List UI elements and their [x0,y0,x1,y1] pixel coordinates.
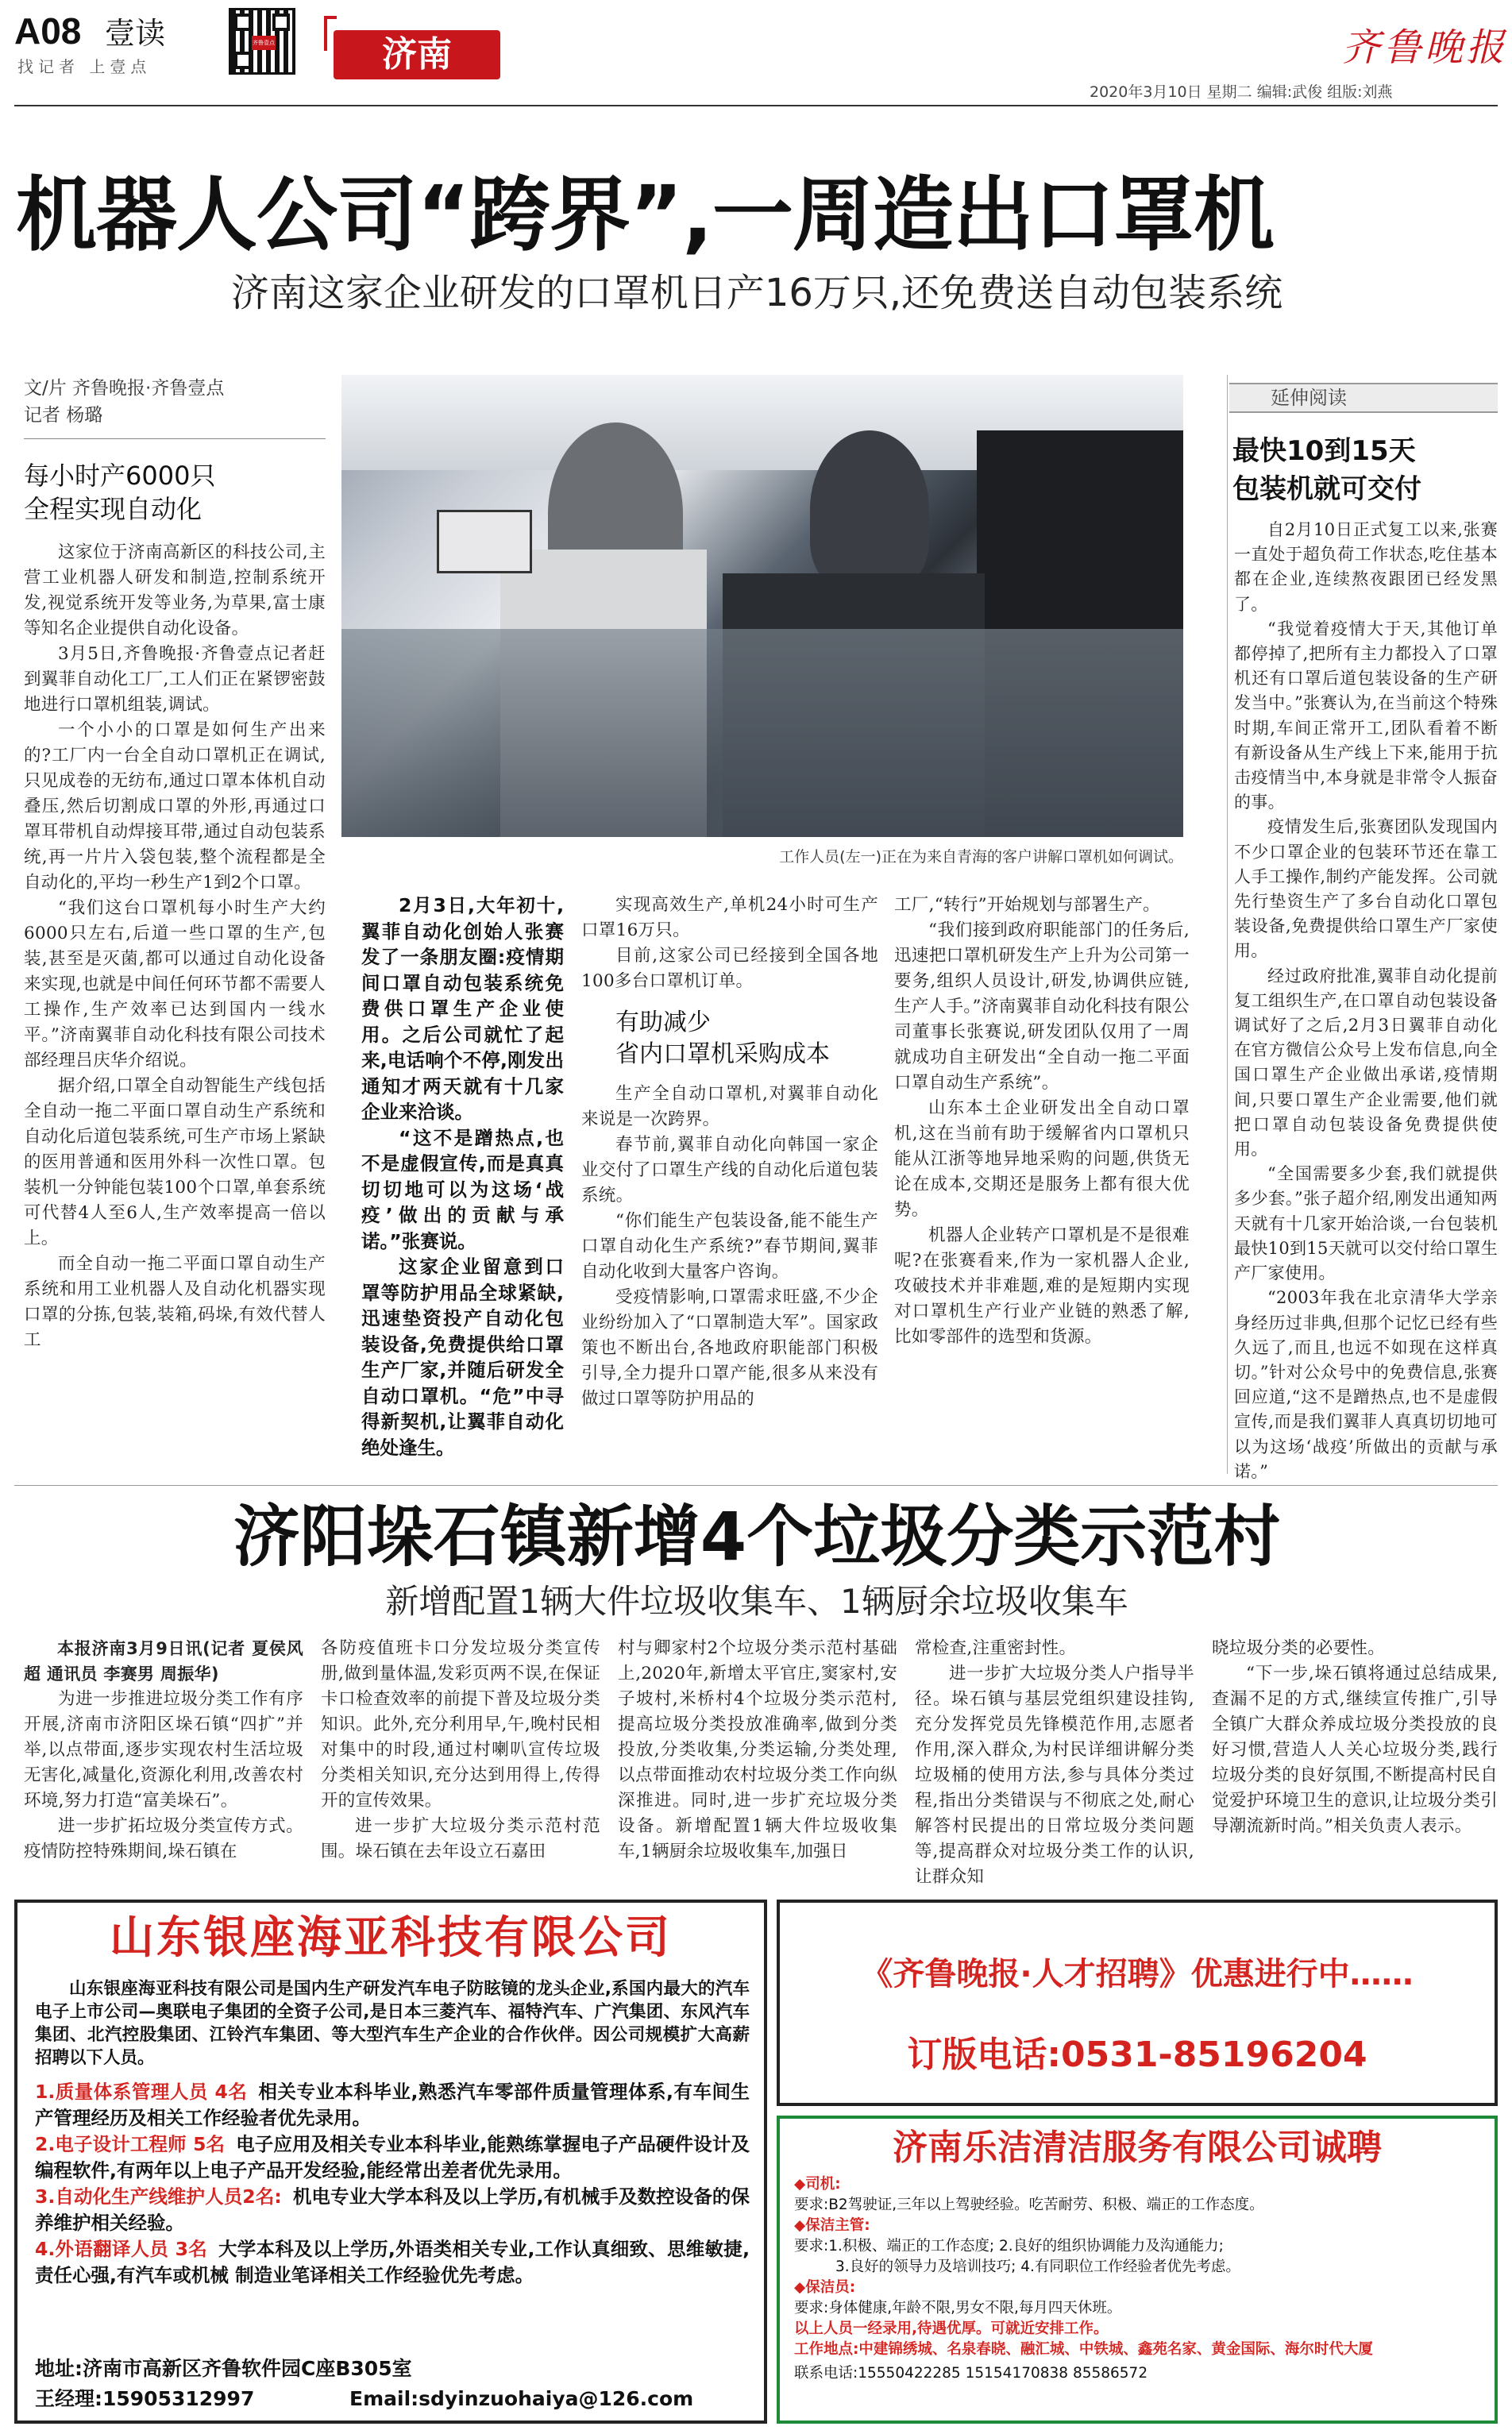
qr-code[interactable] [229,8,295,75]
story2-col1 [24,1636,303,1882]
story2-col4 [915,1636,1194,1887]
story1-subheadline: 济南这家企业研发的口罩机日产16万只,还免费送自动包装系统 [230,271,1283,315]
sidebar-tag-bar [1229,383,1498,413]
section-title-2: 有助减少 省内口罩机采购成本 [615,1009,830,1068]
ad-left-contact: 王经理:15905312997 [35,2387,255,2410]
story1-col3b [581,1082,878,1463]
paragraph: 自2月10日正式复工以来,张赛一直处于超负荷工作状态,吃住基本都在企业,连续熬夜跟团已经发黑了。 [1234,520,1498,614]
slogan: 找记者 上壹点 [17,57,152,76]
paragraph: 村与卿家村2个垃圾分类示范村基础上,2020年,新增太平官庄,窦家村,安子坡村,米桥村4个垃圾分类示范村,提高垃圾分类投放准确率,做到分类投放,分类收集,分类运输,分类处理,以点带面推动农村垃圾分类工作向纵深推进。同时,进一步扩充垃圾分类设备。新增配置1辆大件垃圾收集车,1辆厨余垃圾收集车,加强日 [618,1638,897,1861]
job-2-title: 2.电子设计工程师 5名 [35,2133,226,2155]
job-2 [35,2131,750,2184]
byline-source: 文/片 齐鲁晚报·齐鲁壹点 [24,378,225,399]
paragraph: 进一步扩拓垃圾分类宣传方式。疫情防控特殊期间,垛石镇在 [24,1816,303,1861]
paragraph: “你们能生产包装设备,能不能生产口罩自动化生产系统?”春节期间,翼菲自动化收到大量客户咨询。 [581,1211,878,1282]
job-2-desc: 电子应用及相关专业本科毕业,能熟练掌握电子产品硬件设计及编程软件,有两年以上电子产品开发经验,能经常出差者优先录用。 [35,2133,750,2181]
job-3-desc: 机电专业大学本科及以上学历,有机械手及数控设备的保养维护相关经验。 [35,2185,750,2234]
byline-reporter: 记者 杨璐 [24,405,103,426]
paragraph: 受疫情影响,口罩需求旺盛,不少企业纷纷加入了“口罩制造大军”。国家政策也不断出台,各地政府职能部门积极引导,全力提升口罩产能,很多从来没有做过口罩等防护用品的 [581,1287,878,1409]
ad-right-top-phone[interactable]: 订版电话:0531-85196204 [907,2035,1367,2075]
paragraph: 经过政府批准,翼菲自动化提前复工组织生产,在口罩自动包装设备调试好了之后,2月3日翼菲自动化在官方微信公众号上发布信息,向全国口罩生产企业做出承诺,疫情期间,只要口罩生产企业需要,他们就把口罩自动包装设备免费提供使用。 [1234,966,1498,1159]
page-number: A08 [14,10,82,52]
paragraph: “下一步,垛石镇将通过总结成果,查漏不足的方式,继续宣传推广,引导全镇广大群众养成垃圾分类投放的良好习惯,营造人人关心垃圾分类,践行垃圾分类的良好氛围,不断提高村民自觉爱护环境卫生的意识,让垃圾分类引导潮流新时尚。”相关负责人表示。 [1212,1664,1498,1836]
paragraph: 晓垃圾分类的必要性。 [1212,1638,1386,1658]
job-4-desc: 大学本科及以上学历,外语类相关专业,工作认真细致、思维敏捷,责任心强,有汽车或机械 制造业笔译相关工作经验优先考虑。 [35,2238,750,2286]
sidebar-title: 最快10到15天 包装机就可交付 [1232,435,1421,505]
paragraph: 春节前,翼菲自动化向韩国一家企业交付了口罩生产线的自动化后道包装系统。 [581,1135,878,1205]
qr-center-label: 齐鲁壹点 [252,36,276,50]
section-cleaner-head: ◆保洁员: [794,2279,856,2296]
paragraph: 目前,这家公司已经接到全国各地100多台口罩机订单。 [581,946,878,991]
paragraph: 进一步扩大垃圾分类人户指导半径。垛石镇与基层党组织建设挂钩,充分发挥党员先锋模范作用,志愿者作用,深入群众,为村民详细讲解分类垃圾桶的使用方法,参与具体分类过程,指出分类错误与不彻底之处,耐心解答村民提出的日常垃圾分类问题等,提高群众对垃圾分类工作的认识,让群众知 [915,1664,1194,1887]
sidebar-tag: 延伸阅读 [1271,387,1347,409]
paragraph: 3月5日,齐鲁晚报·齐鲁壹点记者赶到翼菲自动化工厂,工人们正在紧锣密鼓地进行口罩机组装,调试。 [24,644,326,715]
ad-left-email[interactable]: Email:sdyinzuohaiya@126.com [349,2387,694,2410]
section-supervisor-line-2: 3.良好的领导力及培训技巧; 4.有同职位工作经验者优先考虑。 [835,2258,1240,2275]
story2-col3 [618,1636,897,1882]
paragraph: 各防疫值班卡口分发垃圾分类宣传册,做到量体温,发彩页两不误,在保证卡口检查效率的前提下普及垃圾分类知识。此外,充分利用早,午,晚村民相对集中的时段,通过村喇叭宣传垃圾分类相关知识,充分达到用得上,传得开的宣传效果。 [321,1638,600,1811]
job-1-title: 1.质量体系管理人员 4名 [35,2081,248,2103]
paragraph: “这不是蹭热点,也不是虚假宣传,而是真真切切地可以为这场‘战疫’做出的贡献与承诺。”张赛说。 [361,1126,564,1252]
ad-left-jobs [35,2079,750,2289]
story1-col1 [24,540,326,1461]
ad-left-address: 地址:济南市高新区齐鲁软件园C座B305室 [35,2357,412,2380]
paragraph: 这家位于济南高新区的科技公司,主营工业机器人研发和制造,控制系统开发,视觉系统开发等业务,为草果,富士康等知名企业提供自动化设备。 [24,542,326,638]
masthead-divider [14,105,1498,106]
story1-headline: 机器人公司“跨界”,一周造出口罩机 [16,168,1274,263]
story2-col5 [1212,1636,1498,1882]
paragraph: 常检查,注重密封性。 [915,1638,1077,1658]
job-4-title: 4.外语翻译人员 3名 [35,2238,207,2260]
paragraph: “全国需要多少套,我们就提供多少套。”张子超介绍,刚发出通知两天就有十几家开始洽谈,一台包装机最快10到15天就可以交付给口罩生产厂家使用。 [1234,1164,1498,1283]
story2-lead: 本报济南3月9日讯(记者 夏侯风超 通讯员 李赛男 周振华) [24,1639,303,1684]
paragraph: 疫情发生后,张赛团队发现国内不少口罩企业的包装环节还在靠工人手工操作,制约产能发挥。公司就先行垫资生产了多台自动化口罩包装设备,免费提供给口罩生产厂家使用。 [1234,817,1498,961]
paragraph: 进一步扩大垃圾分类示范村范围。垛石镇在去年设立石嘉田 [321,1816,600,1861]
paragraph: 工厂,“转行”开始规划与部署生产。 [894,895,1160,915]
city-label: 济南 [382,34,452,75]
section-supervisor-line-1: 要求:1.积极、端正的工作态度; 2.良好的组织协调能力及沟通能力; [794,2238,1224,2255]
paragraph: 为进一步推进垃圾分类工作有序开展,济南市济阳区垛石镇“四扩”并举,以点带面,逐步实现农村生活垃圾无害化,减量化,资源化利用,改善农村环境,努力打造“富美垛石”。 [24,1689,303,1811]
job-3-title: 3.自动化生产线维护人员2名: [35,2185,282,2208]
section-driver-line: 要求:B2驾驶证,三年以上驾驶经验。吃苦耐劳、积极、端正的工作态度。 [794,2197,1264,2213]
date-line: 2020年3月10日 星期二 编辑:武俊 组版:刘燕 [1090,83,1393,101]
job-1 [35,2079,750,2131]
paragraph: 山东本土企业研发出全自动口罩机,这在当前有助于缓解省内口罩机只能从江浙等地异地采购的问题,供货无论在成本,交期还是服务上都有很大优势。 [894,1098,1190,1220]
paper-logo: 齐鲁晚报 [1342,25,1508,70]
story2-col2 [321,1636,600,1882]
ad-location: 工作地点:中建锦绣城、名泉春晓、融汇城、中铁城、鑫苑名家、黄金国际、海尔时代大厦 [794,2341,1373,2358]
paragraph: 实现高效生产,单机24小时可生产口罩16万只。 [581,895,878,940]
section-name: 壹读 [105,16,166,51]
ad-note: 以上人员一经录用,待遇优厚。可就近安排工作。 [794,2320,1109,2337]
paragraph: 这家企业留意到口罩等防护用品全球紧缺,迅速垫资投产自动化包装设备,免费提供给口罩生产厂家,并随后研发全自动口罩机。“危”中寻得新契机,让翼菲自动化绝处逢生。 [361,1256,564,1459]
paragraph: 据介绍,口罩全自动智能生产线包括全自动一拖二平面口罩自动生产系统和自动化后道包装系统,可生产市场上紧缺的医用普通和医用外科一次性口罩。包装机一分钟能包装100个口罩,单套系统可代替4人至6人,生产效率提高一倍以上。 [24,1076,326,1248]
paragraph: 机器人企业转产口罩机是不是很难呢?在张赛看来,作为一家机器人企业,攻破技术并非难题,难的是短期内实现对口罩机生产行业产业链的熟悉了解,比如零部件的选型和货源。 [894,1225,1190,1347]
job-1-desc: 相关专业本科毕业,熟悉汽车零部件质量管理体系,有车间生产管理经历及相关工作经验者优先录用。 [35,2081,750,2129]
job-3 [35,2184,750,2236]
paragraph: “2003年我在北京清华大学亲身经历过非典,但那个记忆已经有些久远了,而且,也远不如现在这样真切。”针对公众号中的免费信息,张赛回应道,“这不是蹭热点,也不是虚假宣传,而是我们翼菲人真真切切地可以为这场‘战疫’所做出的贡献与承诺。” [1234,1288,1498,1481]
ad-left-company: 山东银座海亚科技有限公司 [110,1912,672,1964]
section-driver-head: ◆司机: [794,2176,841,2193]
paragraph: “我觉着疫情大于天,其他订单都停掉了,把所有主力都投入了口罩机还有口罩后道包装设备的生产研发当中。”张赛认为,在当前这个特殊时期,车间正常开工,团队看着不断有新设备从生产线上下来,能用于抗击疫情当中,本身就是非常令人振奋的事。 [1234,619,1498,812]
story1-col4 [894,893,1190,1463]
ad-right-bottom-company: 济南乐洁清洁服务有限公司诚聘 [893,2127,1382,2168]
sidebar-body [1234,518,1498,1481]
ad-right-bottom-body [794,2174,1485,2384]
story1-col3a [581,893,878,1012]
photo-caption: 工作人员(左一)正在为来自青海的客户讲解口罩机如何调试。 [779,848,1183,866]
news-photo [341,375,1183,837]
story2-subheadline: 新增配置1辆大件垃圾收集车、1辆厨余垃圾收集车 [385,1582,1128,1621]
job-4 [35,2236,750,2289]
paragraph: 2月3日,大年初十,翼菲自动化创始人张赛发了一条朋友圈:疫情期间口罩自动包装系统免费供口罩生产企业使用。之后公司就忙了起来,电话响个不停,刚发出通知才两天就有十几家企业来洽谈。 [361,894,564,1123]
story-divider [14,1485,1498,1486]
ad-right-top-title: 《齐鲁晚报·人才招聘》优惠进行中…… [861,1956,1414,1992]
ad-left-intro: 山东银座海亚科技有限公司是国内生产研发汽车电子防眩镜的龙头企业,系国内最大的汽车电子上市公司—奥联电子集团的全资子公司,是日本三菱汽车、福特汽车、广汽集团、东风汽车集团、北汽控股集团、江铃汽车集团、等大型汽车生产企业的合作伙伴。因公司规模扩大高薪招聘以下人员。 [35,1979,750,2068]
paragraph: 而全自动一拖二平面口罩自动生产系统和用工业机器人及自动化机器实现口罩的分拣,包装,装箱,码垛,有效代替人工 [24,1254,326,1350]
paragraph: 一个小小的口罩是如何生产出来的?工厂内一台全自动口罩机正在调试,只见成卷的无纺布,通过口罩本体机自动叠压,然后切割成口罩的外形,再通过口罩耳带机自动焊接耳带,通过自动包装系统,再一片片入袋包装,整个流程都是全自动化的,平均一秒生产1到2个口罩。 [24,720,326,893]
section-title-1: 每小时产6000只 全程实现自动化 [24,461,216,524]
section-supervisor-head: ◆保洁主管: [794,2217,870,2234]
paragraph: 生产全自动口罩机,对翼菲自动化来说是一次跨界。 [581,1084,878,1129]
section-cleaner-line: 要求:身体健康,年龄不限,男女不限,每月四天休班。 [794,2300,1122,2316]
story1-col2 [361,893,564,1459]
paragraph: “我们这台口罩机每小时生产大约6000只左右,后道一些口罩的生产,包装,甚至是灭菌,都可以通过自动化设备来实现,也就是中间任何环节都不需要人工操作,生产效率已达到国内一线水平。”济南翼菲自动化科技有限公司技术部经理吕庆华介绍说。 [24,898,326,1070]
ad-phones: 联系电话:15550422285 15154170838 85586572 [794,2365,1148,2382]
story2-headline: 济阳垛石镇新增4个垃圾分类示范村 [233,1498,1281,1576]
paragraph: “我们接到政府职能部门的任务后,迅速把口罩机研发生产上升为公司第一要务,组织人员设计,研发,协调供应链,生产人手。”济南翼菲自动化科技有限公司董事长张赛说,研发团队仅用了一周就成功自主研发出“全自动一拖二平面口罩自动生产系统”。 [894,920,1190,1093]
byline-rule [24,438,326,439]
